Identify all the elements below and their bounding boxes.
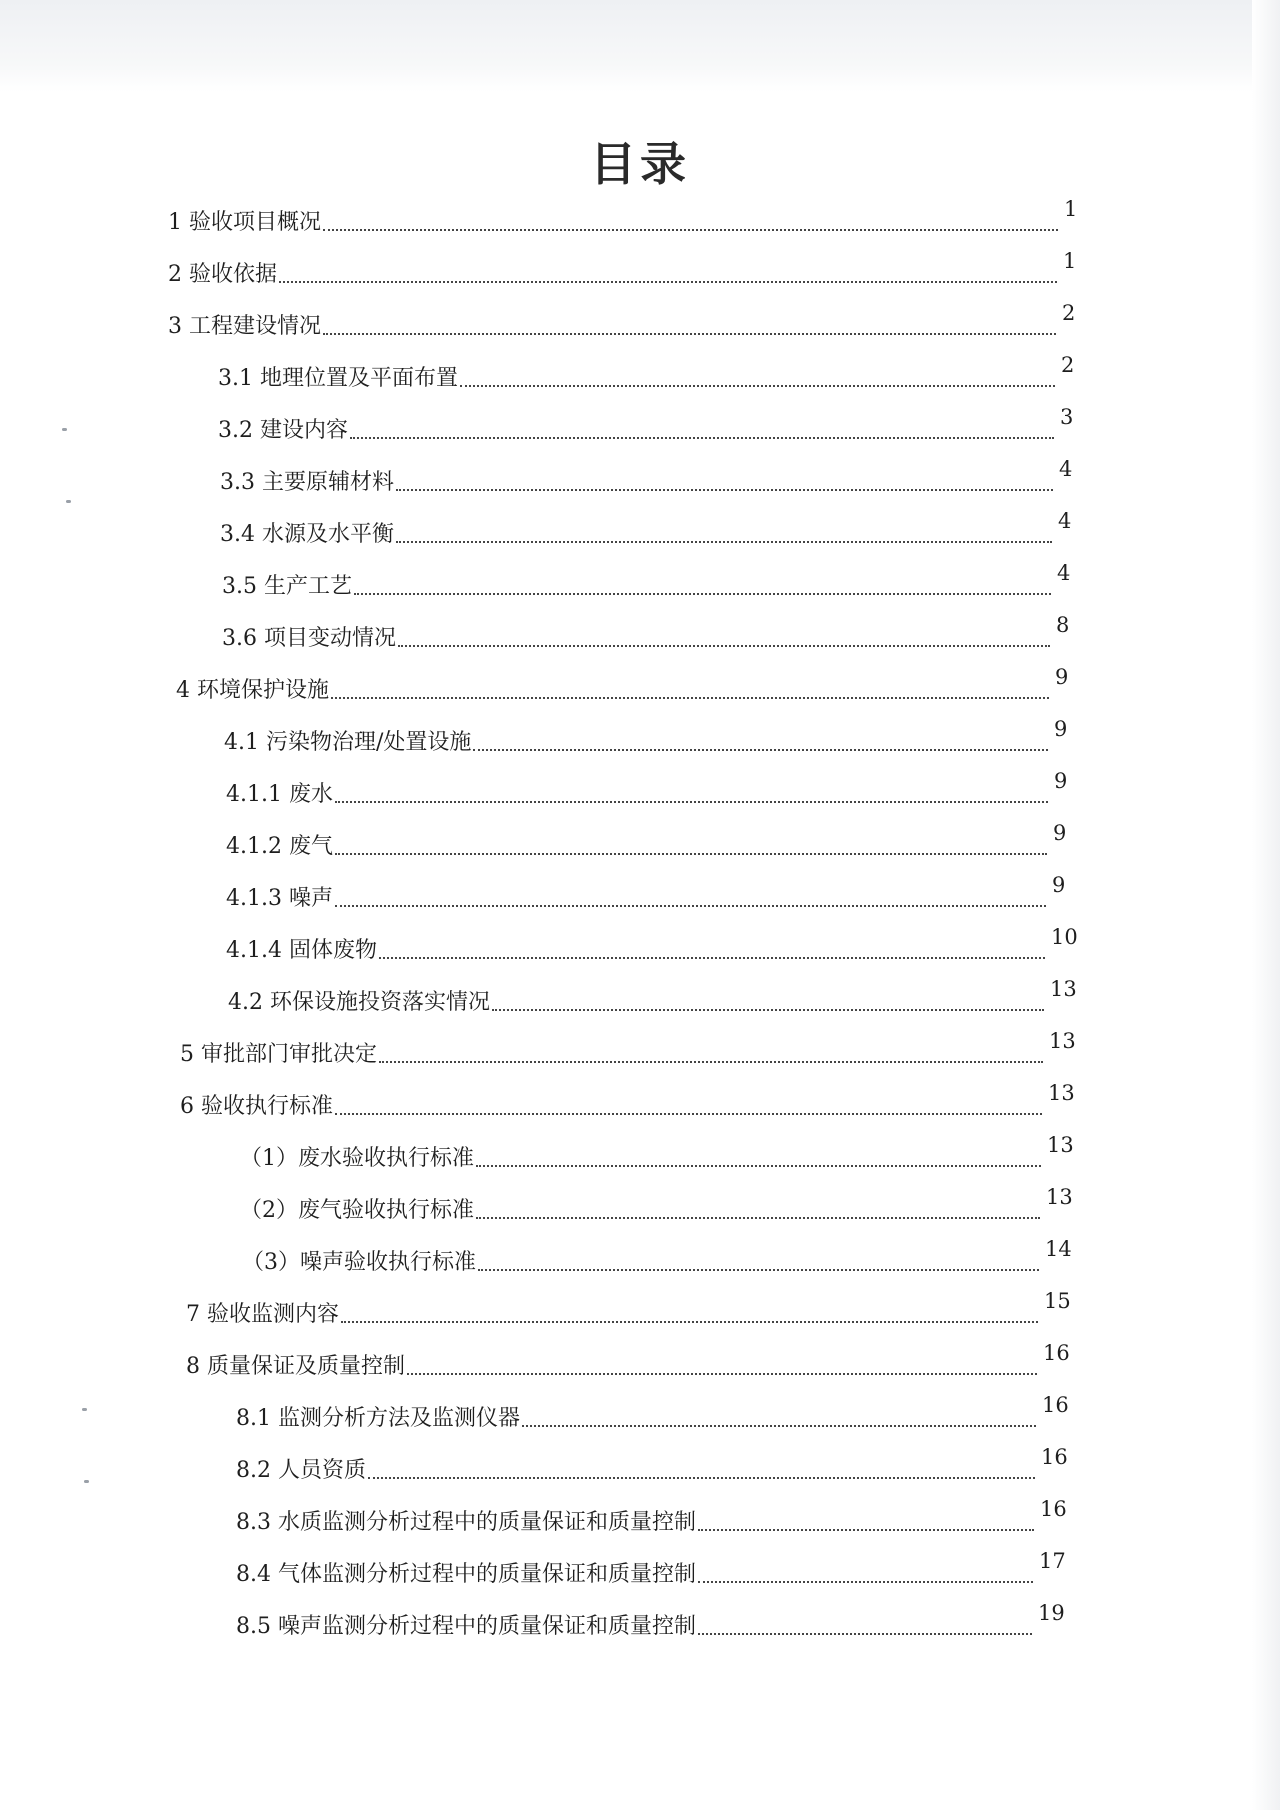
toc-entry-label: （1）废水验收执行标准 xyxy=(240,1146,474,1171)
toc-leader-dots xyxy=(476,1217,1040,1219)
toc-entry xyxy=(236,1446,1075,1486)
toc-entry xyxy=(218,354,1095,394)
toc-entry xyxy=(218,406,1094,446)
toc-entry-page: 4 xyxy=(1058,509,1072,533)
toc-entry xyxy=(180,1030,1083,1070)
toc-leader-dots xyxy=(698,1529,1034,1531)
toc-entry xyxy=(186,1342,1077,1382)
toc-entry xyxy=(228,978,1084,1018)
toc-entry xyxy=(186,1290,1078,1330)
toc-entry-label: 8.1 监测分析方法及监测仪器 xyxy=(236,1406,520,1431)
toc-leader-dots xyxy=(460,385,1055,387)
toc-leader-dots xyxy=(698,1581,1033,1583)
toc-entry-page: 13 xyxy=(1048,1081,1075,1105)
toc-leader-dots xyxy=(323,229,1058,231)
toc-leader-dots xyxy=(323,333,1056,335)
toc-entry-page: 8 xyxy=(1056,613,1070,637)
toc-entry-label: 3.4 水源及水平衡 xyxy=(220,522,394,547)
toc-entry-label: 4.1.3 噪声 xyxy=(226,886,333,911)
toc-entry-label: 1 验收项目概况 xyxy=(168,210,321,235)
toc-leader-dots xyxy=(492,1009,1044,1011)
toc-entry-page: 16 xyxy=(1042,1393,1069,1417)
toc-entry xyxy=(168,302,1096,342)
toc-entry-label: 6 验收执行标准 xyxy=(180,1094,333,1119)
toc-entry-label: 4 环境保护设施 xyxy=(176,678,329,703)
toc-entry xyxy=(168,198,1098,238)
toc-entry-page: 13 xyxy=(1050,977,1077,1001)
toc-entry-page: 1 xyxy=(1064,197,1078,221)
toc-entry-page: 16 xyxy=(1041,1445,1068,1469)
toc-entry-page: 9 xyxy=(1052,873,1066,897)
toc-entry-page: 10 xyxy=(1051,925,1078,949)
toc-entry xyxy=(220,510,1092,550)
toc-entry-label: 8.4 气体监测分析过程中的质量保证和质量控制 xyxy=(236,1562,696,1587)
toc-entry-page: 3 xyxy=(1060,405,1074,429)
toc-entry xyxy=(236,1550,1073,1590)
toc-entry-label: 7 验收监测内容 xyxy=(186,1302,339,1327)
toc-leader-dots xyxy=(279,281,1057,283)
toc-leader-dots xyxy=(341,1321,1038,1323)
toc-leader-dots xyxy=(379,957,1045,959)
toc-entry xyxy=(240,1186,1080,1226)
toc-leader-dots xyxy=(407,1373,1037,1375)
toc-entry-label: 8.2 人员资质 xyxy=(236,1458,366,1483)
toc-entry xyxy=(236,1498,1074,1538)
toc-entry-label: 4.2 环保设施投资落实情况 xyxy=(228,990,490,1015)
toc-entry-page: 16 xyxy=(1040,1497,1067,1521)
toc-entry xyxy=(226,770,1088,810)
toc-entry xyxy=(236,1602,1072,1642)
toc-leader-dots xyxy=(522,1425,1036,1427)
toc-leader-dots xyxy=(335,801,1048,803)
toc-entry-label: 5 审批部门审批决定 xyxy=(180,1042,377,1067)
page-title: 目录 xyxy=(590,137,690,191)
scan-speck xyxy=(82,1408,87,1411)
toc-entry-label: 3.5 生产工艺 xyxy=(222,574,352,599)
toc-entry xyxy=(222,614,1090,654)
toc-entry xyxy=(224,718,1088,758)
toc-entry xyxy=(220,458,1093,498)
toc-entry-label: （2）废气验收执行标准 xyxy=(240,1198,474,1223)
toc-entry-label: 4.1 污染物治理/处置设施 xyxy=(224,730,472,755)
toc-entry-label: 4.1.1 废水 xyxy=(226,782,333,807)
toc-leader-dots xyxy=(473,749,1048,751)
toc-entry xyxy=(222,562,1091,602)
toc-entry-page: 9 xyxy=(1054,717,1068,741)
toc-entry xyxy=(236,1394,1076,1434)
toc-entry-label: 8.3 水质监测分析过程中的质量保证和质量控制 xyxy=(236,1510,696,1535)
toc-entry-page: 2 xyxy=(1061,353,1075,377)
toc-entry-page: 9 xyxy=(1053,821,1067,845)
toc-entry-page: 15 xyxy=(1044,1289,1071,1313)
toc-leader-dots xyxy=(354,593,1051,595)
toc-entry-label: 2 验收依据 xyxy=(168,262,277,287)
toc-entry xyxy=(226,822,1087,862)
toc-entry-label: 3.2 建设内容 xyxy=(218,418,348,443)
toc-entry-label: 3.6 项目变动情况 xyxy=(222,626,396,651)
toc-entry-label: 4.1.2 废气 xyxy=(226,834,333,859)
toc-entry-label: 8.5 噪声监测分析过程中的质量保证和质量控制 xyxy=(236,1614,696,1639)
toc-entry-page: 1 xyxy=(1063,249,1077,273)
toc-entry-page: 13 xyxy=(1046,1185,1073,1209)
scan-speck xyxy=(62,428,67,431)
toc-leader-dots xyxy=(368,1477,1035,1479)
toc-leader-dots xyxy=(698,1633,1032,1635)
toc-entry-page: 9 xyxy=(1054,769,1068,793)
toc-leader-dots xyxy=(379,1061,1043,1063)
toc-entry xyxy=(242,1238,1079,1278)
toc-leader-dots xyxy=(331,697,1049,699)
toc-leader-dots xyxy=(476,1165,1041,1167)
toc-entry-page: 13 xyxy=(1047,1133,1074,1157)
toc-leader-dots xyxy=(335,1113,1042,1115)
toc-leader-dots xyxy=(350,437,1054,439)
toc-entry-label: （3）噪声验收执行标准 xyxy=(242,1250,476,1275)
toc-entry-page: 4 xyxy=(1057,561,1071,585)
toc-entry xyxy=(168,250,1097,290)
toc-leader-dots xyxy=(335,905,1046,907)
toc-entry-page: 2 xyxy=(1062,301,1076,325)
toc-entry-label: 3 工程建设情况 xyxy=(168,314,321,339)
toc-entry-label: 3.1 地理位置及平面布置 xyxy=(218,366,458,391)
toc-entry xyxy=(176,666,1089,706)
toc-entry-page: 19 xyxy=(1038,1601,1065,1625)
toc-leader-dots xyxy=(398,645,1050,647)
toc-entry-page: 4 xyxy=(1059,457,1073,481)
scan-speck xyxy=(66,500,71,503)
toc-entry xyxy=(180,1082,1082,1122)
toc-entry xyxy=(240,1134,1081,1174)
toc-entry-page: 17 xyxy=(1039,1549,1066,1573)
toc-entry-page: 16 xyxy=(1043,1341,1070,1365)
toc-entry-label: 8 质量保证及质量控制 xyxy=(186,1354,405,1379)
toc-entry xyxy=(226,874,1086,914)
toc-leader-dots xyxy=(478,1269,1039,1271)
toc-leader-dots xyxy=(396,541,1052,543)
toc-leader-dots xyxy=(335,853,1047,855)
toc-entry-label: 3.3 主要原辅材料 xyxy=(220,470,394,495)
toc-entry-page: 9 xyxy=(1055,665,1069,689)
toc-entry-page: 14 xyxy=(1045,1237,1072,1261)
toc-entry-label: 4.1.4 固体废物 xyxy=(226,938,377,963)
toc-leader-dots xyxy=(396,489,1053,491)
scan-speck xyxy=(84,1480,89,1483)
toc-entry xyxy=(226,926,1085,966)
toc-entry-page: 13 xyxy=(1049,1029,1076,1053)
